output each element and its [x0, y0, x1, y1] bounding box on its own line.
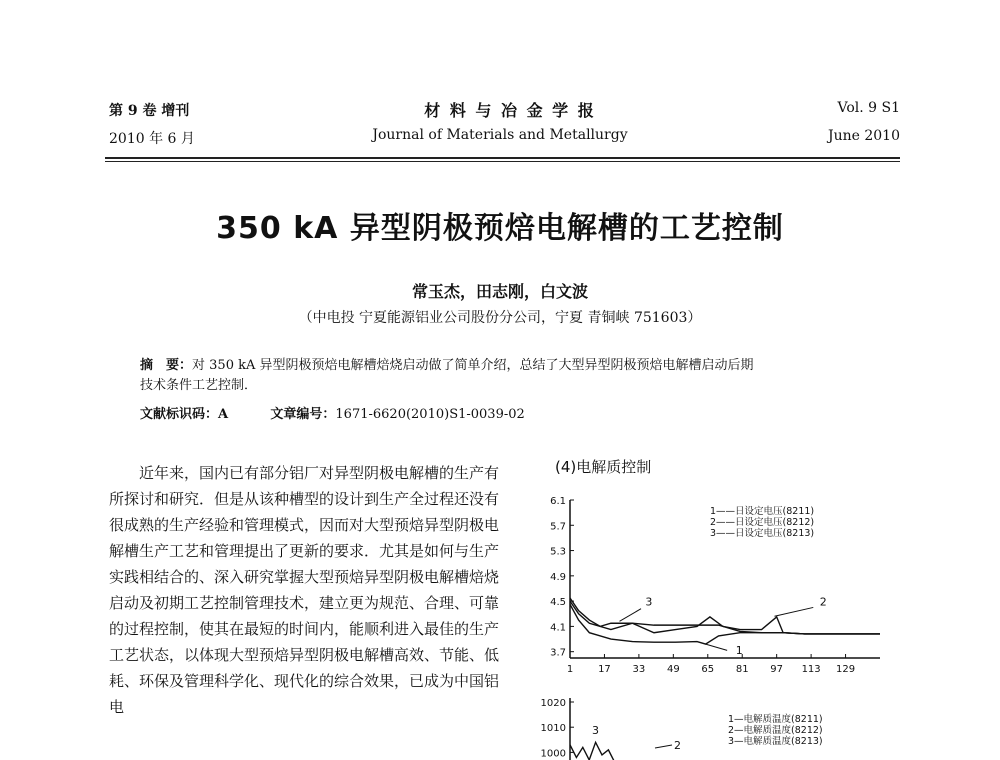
body-column-left: [109, 460, 499, 720]
abstract-label: 摘 要：: [140, 358, 193, 373]
series-callout-label: 1: [735, 644, 743, 658]
abstract-line2: 技术条件工艺控制．: [140, 378, 258, 393]
x-tick-label: 1: [566, 664, 574, 675]
x-tick-label: 17: [598, 664, 611, 675]
series-callout-line: [655, 745, 672, 748]
series-line-1: [570, 604, 880, 644]
x-tick-label: 113: [801, 664, 821, 675]
y-tick-label: 3.7: [550, 647, 566, 659]
y-tick-label: 4.1: [550, 622, 566, 634]
series-callout-label: 2: [819, 595, 827, 609]
x-tick-label: 81: [735, 664, 749, 675]
article-authors: 常玉杰，田志刚，白文波: [411, 282, 588, 301]
abstract: [140, 356, 900, 375]
legend-entry: 2——日设定电压(8212): [710, 517, 815, 528]
temp-series-line-1: [570, 742, 615, 760]
temperature-chart: [530, 690, 900, 760]
x-tick-label: 97: [770, 664, 784, 675]
series-callout-label: 2: [674, 739, 681, 752]
legend-entry: 3——日设定电压(8213): [710, 528, 815, 539]
journal-volume: 第 9 卷 增刊: [109, 103, 190, 119]
journal-title-en: Journal of Materials and Metallurgy: [372, 127, 628, 143]
series-callout-label: 3: [592, 724, 599, 737]
x-tick-label: 129: [836, 664, 856, 675]
series-callout-label: 3: [645, 595, 653, 609]
series-line-2: [570, 601, 880, 634]
body-paragraph: 近年来，国内已有部分铝厂对异型阴极电解槽的生产有所探讨和研究．但是从该种槽型的设计到生产全过程还没有很成熟的生产经验和管理模式，因而对大型预焙异型阴极电解槽生产工艺和管理提出了更新的要求．尤其是如何与生产实践相结合的、深入研究掌握大型预焙异型阴极电解槽焙烧启动及初期工艺控制管理技术，建立更为规范、合理、可靠的过程控制，使其在最短的时间内，能顺利进入最佳的生产工艺状态，以体现大型预焙异型阴极电解槽高效、节能、低耗、环保及管理科学化、现代化的综合效果，已成为中国铝电: [109, 464, 500, 716]
journal-date: 2010 年 6 月: [109, 131, 195, 147]
article-title: 350 kA 异型阴极预焙电解槽的工艺控制: [216, 211, 784, 246]
y-tick-label: 6.1: [550, 496, 566, 507]
x-tick-label: 33: [632, 664, 646, 675]
journal-date-en: June 2010: [827, 128, 900, 144]
series-callout-line: [775, 607, 814, 616]
journal-title-cn: 材 料 与 冶 金 学 报: [424, 101, 596, 120]
y-tick-label: 1020: [540, 698, 566, 709]
header-rule-thin: [105, 161, 900, 162]
legend-entry: 1—电解质温度(8211): [728, 714, 823, 725]
abstract-line1: 对 350 kA 异型阴极预焙电解槽焙烧启动做了简单介绍，总结了大型异型阴极预焙电解槽启动后期: [192, 358, 754, 373]
article-no: 1671-6620(2010)S1-0039-02: [335, 407, 525, 422]
x-tick-label: 65: [701, 664, 715, 675]
y-tick-label: 5.7: [550, 521, 566, 533]
doc-code-label: 文献标识码：: [140, 407, 219, 422]
series-callout-line: [620, 609, 642, 622]
y-tick-label: 5.3: [550, 546, 566, 558]
series-callout-line: [706, 644, 728, 650]
y-tick-label: 1000: [540, 748, 566, 760]
y-tick-label: 4.5: [550, 597, 566, 609]
legend-entry: 3—电解质温度(8213): [728, 736, 823, 747]
header-rule-thick: [105, 157, 900, 159]
y-tick-label: 4.9: [550, 571, 566, 583]
legend-entry: 1——日设定电压(8211): [710, 506, 815, 517]
x-tick-label: 49: [666, 664, 680, 675]
figure-caption: (4)电解质控制: [555, 458, 652, 476]
journal-volume-en: Vol. 9 S1: [837, 100, 900, 116]
article-affiliation: （中电投 宁夏能源铝业公司股份分公司，宁夏 青铜峡 751603）: [298, 310, 702, 326]
voltage-chart: [530, 490, 900, 680]
y-tick-label: 1010: [540, 723, 566, 735]
legend-entry: 2—电解质温度(8212): [728, 725, 823, 736]
article-no-label: 文章编号：: [270, 407, 336, 422]
article-codes: [140, 405, 900, 424]
doc-code: A: [218, 407, 229, 422]
